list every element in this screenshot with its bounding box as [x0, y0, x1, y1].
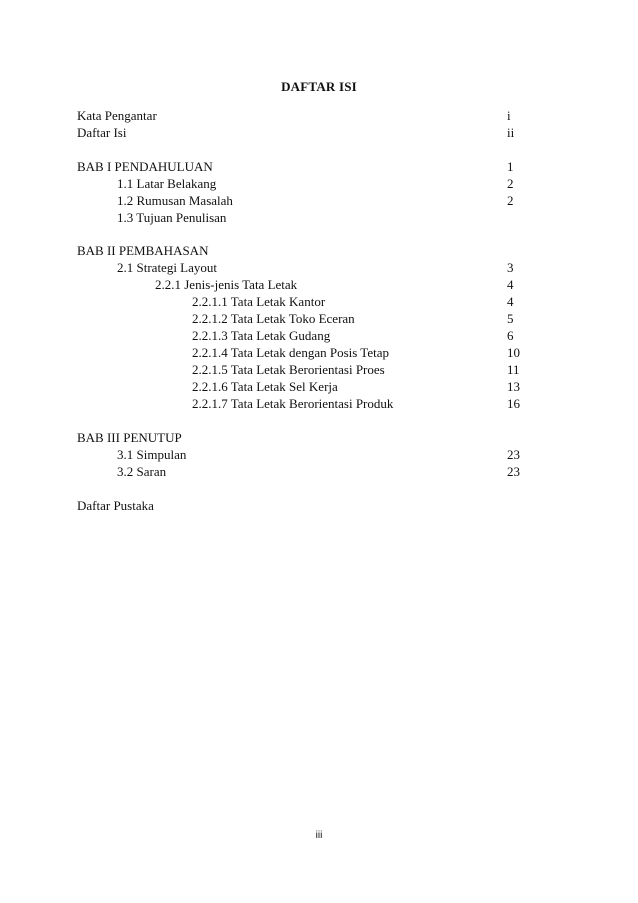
toc-entry-1-3 — [0, 209, 638, 226]
toc-label: 3.1 Simpulan — [117, 447, 187, 462]
toc-entry-bab-2 — [0, 242, 638, 259]
toc-label: 2.2.1.5 Tata Letak Berorientasi Proes — [192, 362, 385, 377]
toc-entry-2-2-1-3 — [0, 327, 638, 344]
toc-page-number: 11 — [507, 362, 520, 377]
toc-entry-1-2 — [0, 192, 638, 209]
page-number: iii — [315, 830, 323, 841]
toc-page-number: 13 — [507, 379, 520, 394]
toc-page-number: 16 — [507, 396, 520, 411]
toc-entry-2-2-1-6 — [0, 378, 638, 395]
toc-entry-2-2-1-7 — [0, 395, 638, 412]
toc-label: BAB III PENUTUP — [77, 430, 182, 445]
toc-label: 2.2.1.7 Tata Letak Berorientasi Produk — [192, 396, 394, 411]
toc-label: 2.2.1.6 Tata Letak Sel Kerja — [192, 379, 338, 394]
toc-page-number: 1 — [507, 159, 514, 174]
toc-page-number: 4 — [507, 277, 514, 292]
toc-page-number: 5 — [507, 311, 514, 326]
toc-entry-bab-3 — [0, 429, 638, 446]
toc-label: 1.2 Rumusan Masalah — [117, 193, 233, 208]
toc-page-number: ii — [507, 125, 515, 140]
toc-entry-3-2 — [0, 463, 638, 480]
toc-label: Daftar Pustaka — [77, 498, 154, 513]
toc-page-number: 3 — [507, 260, 514, 275]
toc-entry-2-2-1-1 — [0, 293, 638, 310]
toc-entry-2-2-1-2 — [0, 310, 638, 327]
toc-page-number: 2 — [507, 193, 514, 208]
toc-page-number: 23 — [507, 447, 520, 462]
toc-label: BAB I PENDAHULUAN — [77, 159, 213, 174]
toc-entry-daftar-pustaka — [0, 497, 638, 514]
toc-label: 2.2.1 Jenis-jenis Tata Letak — [155, 277, 298, 292]
toc-entry-daftar-isi — [0, 124, 638, 141]
toc-page-number: 2 — [507, 176, 514, 191]
toc-label: Daftar Isi — [77, 125, 127, 140]
toc-entry-2-2-1 — [0, 276, 638, 293]
toc-label: 1.3 Tujuan Penulisan — [117, 210, 227, 225]
toc-entry-2-2-1-4 — [0, 344, 638, 361]
toc-page-number: 4 — [507, 294, 514, 309]
toc-label: 1.1 Latar Belakang — [117, 176, 217, 191]
toc-label: 2.2.1.4 Tata Letak dengan Posis Tetap — [192, 345, 389, 360]
toc-page-number: 23 — [507, 464, 520, 479]
toc-entry-bab-1 — [0, 158, 638, 175]
toc-label: 2.2.1.1 Tata Letak Kantor — [192, 294, 326, 309]
page-title: DAFTAR ISI — [281, 79, 357, 94]
toc-label: 2.1 Strategi Layout — [117, 260, 218, 275]
toc-entry-kata-pengantar — [0, 107, 638, 124]
toc-label: BAB II PEMBAHASAN — [77, 243, 209, 258]
toc-entry-2-1 — [0, 259, 638, 276]
toc-page-number: i — [507, 108, 511, 123]
toc-entry-3-1 — [0, 446, 638, 463]
toc-entry-1-1 — [0, 175, 638, 192]
toc-page-number: 10 — [507, 345, 520, 360]
toc-label: 2.2.1.2 Tata Letak Toko Eceran — [192, 311, 355, 326]
toc-label: 3.2 Saran — [117, 464, 167, 479]
toc-label: Kata Pengantar — [77, 108, 157, 123]
toc-entry-2-2-1-5 — [0, 361, 638, 378]
toc-page-number: 6 — [507, 328, 514, 343]
toc-label: 2.2.1.3 Tata Letak Gudang — [192, 328, 331, 343]
